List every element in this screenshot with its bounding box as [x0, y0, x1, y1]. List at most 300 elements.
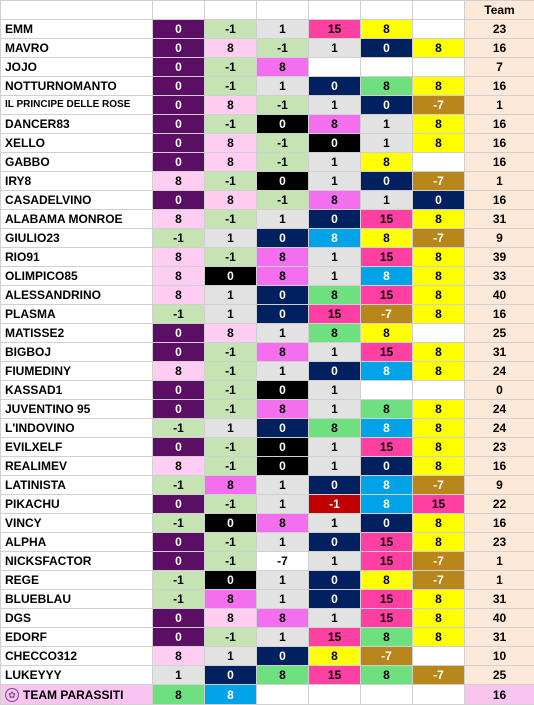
score-cell[interactable]: -7 [413, 476, 465, 495]
score-cell[interactable]: -7 [413, 172, 465, 191]
score-cell[interactable]: 1 [361, 191, 413, 210]
score-cell[interactable]: 1 [361, 134, 413, 153]
score-cell[interactable]: 0 [257, 381, 309, 400]
score-cell[interactable]: 1 [309, 172, 361, 191]
score-cell[interactable]: 8 [257, 343, 309, 362]
score-cell[interactable]: -1 [205, 362, 257, 381]
player-name-cell[interactable]: MAVRO [1, 39, 153, 58]
team-score-cell[interactable]: 1 [465, 552, 534, 571]
table-row [1, 172, 534, 191]
score-cell[interactable]: -1 [153, 514, 205, 533]
score-cell[interactable]: 8 [361, 267, 413, 286]
score-cell[interactable]: 1 [309, 267, 361, 286]
score-cell[interactable]: 8 [153, 457, 205, 476]
team-score-cell[interactable]: 31 [465, 628, 534, 647]
score-cell[interactable]: 8 [205, 590, 257, 609]
header-cell[interactable] [1, 1, 153, 20]
team-score-cell[interactable]: 23 [465, 438, 534, 457]
team-score-cell[interactable]: 39 [465, 248, 534, 267]
score-cell[interactable]: 8 [361, 362, 413, 381]
player-name-cell[interactable]: NOTTURNOMANTO [1, 77, 153, 96]
team-score-cell[interactable]: 23 [465, 533, 534, 552]
team-score-cell[interactable]: 16 [465, 191, 534, 210]
score-cell[interactable] [413, 647, 465, 666]
score-cell[interactable]: 0 [153, 609, 205, 628]
score-cell[interactable]: 8 [309, 324, 361, 343]
team-score-cell[interactable]: 9 [465, 476, 534, 495]
player-name-cell[interactable]: BLUEBLAU [1, 590, 153, 609]
score-cell[interactable]: 8 [413, 115, 465, 134]
score-cell[interactable]: 8 [361, 324, 413, 343]
score-cell[interactable]: 1 [309, 381, 361, 400]
score-cell[interactable]: 8 [413, 343, 465, 362]
score-cell[interactable]: -1 [205, 210, 257, 229]
score-cell[interactable]: 0 [205, 514, 257, 533]
score-cell[interactable]: 8 [413, 419, 465, 438]
score-cell[interactable]: 0 [153, 77, 205, 96]
score-cell[interactable]: 0 [257, 438, 309, 457]
score-cell[interactable]: -7 [413, 552, 465, 571]
score-cell[interactable]: -1 [205, 172, 257, 191]
score-cell[interactable] [361, 58, 413, 77]
player-name-cell[interactable]: PLASMA [1, 305, 153, 324]
score-cell[interactable]: 15 [309, 20, 361, 39]
score-cell[interactable]: 0 [153, 115, 205, 134]
player-name-cell[interactable]: EDORF [1, 628, 153, 647]
score-cell[interactable]: 1 [257, 20, 309, 39]
team-score-cell[interactable]: 31 [465, 590, 534, 609]
score-cell[interactable]: 8 [257, 609, 309, 628]
score-cell[interactable]: 15 [361, 210, 413, 229]
score-cell[interactable] [413, 153, 465, 172]
score-cell[interactable]: 0 [153, 153, 205, 172]
score-cell[interactable]: 0 [257, 419, 309, 438]
score-cell[interactable] [413, 20, 465, 39]
score-cell[interactable]: 8 [413, 533, 465, 552]
player-name-cell[interactable]: KASSAD1 [1, 381, 153, 400]
team-score-cell[interactable]: 24 [465, 419, 534, 438]
team-score-cell[interactable]: 1 [465, 96, 534, 115]
player-name-cell[interactable]: XELLO [1, 134, 153, 153]
score-cell[interactable]: -7 [413, 571, 465, 590]
score-cell[interactable]: 1 [257, 77, 309, 96]
score-cell[interactable]: 0 [361, 172, 413, 191]
score-cell[interactable]: 8 [309, 229, 361, 248]
team-score-cell[interactable]: 24 [465, 400, 534, 419]
score-cell[interactable]: -1 [205, 400, 257, 419]
player-name-cell[interactable]: MATISSE2 [1, 324, 153, 343]
team-score-cell[interactable]: 16 [465, 39, 534, 58]
score-cell[interactable]: 15 [361, 438, 413, 457]
score-cell[interactable]: -1 [205, 20, 257, 39]
score-cell[interactable]: 1 [309, 343, 361, 362]
score-cell[interactable]: 0 [153, 134, 205, 153]
score-cell[interactable]: 0 [153, 191, 205, 210]
score-cell[interactable]: 1 [205, 419, 257, 438]
score-cell[interactable]: 8 [205, 191, 257, 210]
score-cell[interactable] [309, 685, 361, 705]
score-cell[interactable]: -1 [153, 590, 205, 609]
score-cell[interactable] [361, 685, 413, 705]
score-cell[interactable]: 0 [153, 39, 205, 58]
score-cell[interactable]: 1 [309, 438, 361, 457]
score-cell[interactable]: -7 [257, 552, 309, 571]
score-cell[interactable]: 1 [309, 39, 361, 58]
team-score-cell[interactable]: 1 [465, 172, 534, 191]
score-cell[interactable]: -1 [205, 115, 257, 134]
score-cell[interactable]: -1 [205, 628, 257, 647]
score-cell[interactable]: 0 [153, 400, 205, 419]
table-row [1, 533, 534, 552]
score-cell[interactable]: 15 [413, 495, 465, 514]
team-score-cell[interactable]: 16 [465, 514, 534, 533]
score-cell[interactable]: 1 [257, 210, 309, 229]
score-cell[interactable]: 8 [153, 286, 205, 305]
team-name-cell[interactable] [1, 685, 153, 705]
score-cell[interactable]: 8 [309, 115, 361, 134]
player-name-cell[interactable]: REGE [1, 571, 153, 590]
player-name-cell[interactable]: ALESSANDRINO [1, 286, 153, 305]
score-cell[interactable]: 1 [309, 552, 361, 571]
score-cell[interactable]: 0 [309, 362, 361, 381]
score-cell[interactable]: 0 [153, 96, 205, 115]
score-cell[interactable]: 1 [257, 495, 309, 514]
score-cell[interactable]: 1 [257, 571, 309, 590]
score-cell[interactable]: -1 [257, 134, 309, 153]
score-cell[interactable]: 0 [257, 286, 309, 305]
player-name-cell[interactable]: ALABAMA MONROE [1, 210, 153, 229]
score-cell[interactable]: 1 [153, 666, 205, 685]
player-name-cell[interactable]: L'INDOVINO [1, 419, 153, 438]
score-cell[interactable]: 8 [309, 286, 361, 305]
score-cell[interactable]: 8 [153, 267, 205, 286]
score-cell[interactable]: 1 [309, 609, 361, 628]
score-cell[interactable]: 15 [361, 343, 413, 362]
team-score-cell[interactable]: 23 [465, 20, 534, 39]
score-cell[interactable] [257, 685, 309, 705]
score-cell[interactable]: 8 [257, 248, 309, 267]
team-score-cell[interactable]: 10 [465, 647, 534, 666]
score-cell[interactable]: 0 [257, 115, 309, 134]
score-cell[interactable]: 8 [309, 647, 361, 666]
score-cell[interactable]: 0 [361, 39, 413, 58]
score-cell[interactable]: 8 [361, 495, 413, 514]
score-cell[interactable]: 0 [153, 324, 205, 343]
score-cell[interactable]: 8 [153, 172, 205, 191]
score-cell[interactable] [413, 685, 465, 705]
score-cell[interactable] [413, 381, 465, 400]
header-cell[interactable] [153, 1, 205, 20]
header-cell[interactable] [413, 1, 465, 20]
score-cell[interactable]: 1 [309, 400, 361, 419]
score-cell[interactable]: 8 [153, 647, 205, 666]
score-cell[interactable]: 1 [257, 590, 309, 609]
team-score-cell[interactable]: 25 [465, 666, 534, 685]
score-cell[interactable]: 8 [361, 628, 413, 647]
player-name-cell[interactable]: EVILXELF [1, 438, 153, 457]
team-score-cell[interactable]: 24 [465, 362, 534, 381]
score-cell[interactable]: -1 [205, 58, 257, 77]
header-cell[interactable] [309, 1, 361, 20]
player-name-cell[interactable]: JOJO [1, 58, 153, 77]
player-name-cell[interactable]: IRY8 [1, 172, 153, 191]
score-cell[interactable]: 8 [413, 609, 465, 628]
score-cell[interactable]: -7 [413, 229, 465, 248]
score-cell[interactable]: -1 [205, 457, 257, 476]
score-cell[interactable]: 8 [361, 571, 413, 590]
score-cell[interactable]: 8 [413, 248, 465, 267]
score-cell[interactable]: 8 [413, 590, 465, 609]
score-cell[interactable]: -1 [205, 495, 257, 514]
score-cell[interactable]: 8 [361, 20, 413, 39]
team-score-cell[interactable]: 9 [465, 229, 534, 248]
score-cell[interactable]: -1 [205, 381, 257, 400]
player-name-cell[interactable]: IL PRINCIPE DELLE ROSE [1, 96, 153, 115]
score-cell[interactable]: 15 [361, 590, 413, 609]
score-cell[interactable] [413, 58, 465, 77]
score-cell[interactable]: 0 [153, 533, 205, 552]
team-score-cell[interactable]: 0 [465, 381, 534, 400]
score-cell[interactable]: 1 [309, 248, 361, 267]
team-score-cell[interactable]: 40 [465, 286, 534, 305]
player-name-cell[interactable]: GABBO [1, 153, 153, 172]
score-cell[interactable]: 8 [205, 96, 257, 115]
score-cell[interactable]: 0 [309, 210, 361, 229]
score-cell[interactable] [309, 58, 361, 77]
player-name-cell[interactable]: GIULIO23 [1, 229, 153, 248]
score-cell[interactable]: 8 [413, 457, 465, 476]
score-cell[interactable]: -1 [153, 305, 205, 324]
score-cell[interactable]: 8 [309, 191, 361, 210]
score-cell[interactable]: 8 [205, 39, 257, 58]
score-cell[interactable]: 0 [361, 457, 413, 476]
score-cell[interactable]: 8 [413, 362, 465, 381]
score-cell[interactable]: 15 [361, 552, 413, 571]
score-cell[interactable]: 0 [361, 514, 413, 533]
score-cell[interactable]: 8 [413, 210, 465, 229]
player-name-cell[interactable]: CASADELVINO [1, 191, 153, 210]
table-row [1, 324, 534, 343]
score-cell[interactable]: 1 [257, 476, 309, 495]
player-name-cell[interactable]: EMM [1, 20, 153, 39]
score-cell[interactable]: 1 [257, 324, 309, 343]
score-cell[interactable]: 1 [257, 628, 309, 647]
score-cell[interactable]: 0 [309, 533, 361, 552]
score-cell[interactable]: -1 [205, 343, 257, 362]
score-cell[interactable]: 8 [413, 267, 465, 286]
score-cell[interactable]: 0 [153, 495, 205, 514]
score-cell[interactable]: 8 [361, 666, 413, 685]
score-cell[interactable]: -7 [361, 647, 413, 666]
score-cell[interactable]: 0 [309, 476, 361, 495]
team-score-cell[interactable]: 16 [465, 457, 534, 476]
header-cell[interactable] [257, 1, 309, 20]
score-cell[interactable]: 0 [257, 305, 309, 324]
score-cell[interactable]: 8 [361, 77, 413, 96]
score-cell[interactable]: 8 [205, 609, 257, 628]
score-cell[interactable]: 8 [205, 685, 257, 705]
score-cell[interactable]: -1 [205, 552, 257, 571]
score-cell[interactable]: 8 [257, 400, 309, 419]
score-cell[interactable]: -1 [205, 533, 257, 552]
score-cell[interactable]: 0 [361, 96, 413, 115]
team-header[interactable]: Team [465, 1, 534, 20]
score-cell[interactable]: 8 [361, 476, 413, 495]
score-cell[interactable]: 8 [205, 476, 257, 495]
team-score-cell[interactable]: 22 [465, 495, 534, 514]
score-cell[interactable]: -1 [153, 476, 205, 495]
score-cell[interactable]: -7 [413, 666, 465, 685]
score-cell[interactable]: 8 [153, 362, 205, 381]
score-cell[interactable]: 8 [361, 400, 413, 419]
score-cell[interactable]: 8 [257, 267, 309, 286]
player-name-cell[interactable]: ALPHA [1, 533, 153, 552]
score-cell[interactable]: 1 [257, 362, 309, 381]
player-name-cell[interactable]: VINCY [1, 514, 153, 533]
score-cell[interactable]: 0 [257, 457, 309, 476]
score-cell[interactable]: -1 [153, 419, 205, 438]
score-cell[interactable]: 1 [309, 153, 361, 172]
player-name-cell[interactable]: CHECCO312 [1, 647, 153, 666]
team-score-cell[interactable]: 25 [465, 324, 534, 343]
team-score-cell[interactable]: 31 [465, 343, 534, 362]
team-score-cell[interactable]: 16 [465, 153, 534, 172]
player-name-cell[interactable]: LATINISTA [1, 476, 153, 495]
score-cell[interactable]: 8 [257, 58, 309, 77]
score-cell[interactable]: 15 [361, 609, 413, 628]
score-cell[interactable]: 0 [153, 552, 205, 571]
score-cell[interactable]: 8 [413, 39, 465, 58]
score-cell[interactable]: -1 [309, 495, 361, 514]
score-cell[interactable]: 8 [309, 419, 361, 438]
score-cell[interactable]: 0 [309, 134, 361, 153]
score-cell[interactable]: 15 [361, 286, 413, 305]
score-cell[interactable]: 0 [153, 343, 205, 362]
score-cell[interactable]: 8 [257, 514, 309, 533]
score-cell[interactable]: 0 [153, 628, 205, 647]
team-score-cell[interactable]: 7 [465, 58, 534, 77]
player-name-cell[interactable]: PIKACHU [1, 495, 153, 514]
player-name-cell[interactable]: DANCER83 [1, 115, 153, 134]
player-name-cell[interactable]: BIGBOJ [1, 343, 153, 362]
score-cell[interactable]: 0 [309, 571, 361, 590]
score-cell[interactable]: 1 [257, 533, 309, 552]
score-cell[interactable]: 1 [309, 514, 361, 533]
score-cell[interactable]: 1 [309, 457, 361, 476]
player-name-cell[interactable]: JUVENTINO 95 [1, 400, 153, 419]
score-cell[interactable]: 8 [361, 153, 413, 172]
score-cell[interactable]: 8 [205, 153, 257, 172]
player-name-cell[interactable]: RIO91 [1, 248, 153, 267]
score-cell[interactable]: 8 [205, 134, 257, 153]
table-row [1, 229, 534, 248]
score-cell[interactable]: 1 [205, 229, 257, 248]
score-cell[interactable]: 15 [361, 248, 413, 267]
score-cell[interactable]: 15 [309, 305, 361, 324]
score-cell[interactable]: 8 [413, 77, 465, 96]
team-score-cell[interactable]: 31 [465, 210, 534, 229]
player-name-cell[interactable]: NICKSFACTOR [1, 552, 153, 571]
score-cell[interactable]: 8 [413, 400, 465, 419]
player-name-cell[interactable]: DGS [1, 609, 153, 628]
score-cell[interactable]: 15 [309, 628, 361, 647]
team-score-cell[interactable]: 33 [465, 267, 534, 286]
score-cell[interactable]: -1 [205, 77, 257, 96]
team-score-cell[interactable]: 16 [465, 685, 534, 705]
score-cell[interactable]: 1 [361, 115, 413, 134]
score-cell[interactable]: 15 [309, 666, 361, 685]
player-name-cell[interactable]: REALIMEV [1, 457, 153, 476]
score-cell[interactable]: 0 [257, 172, 309, 191]
score-cell[interactable]: 8 [153, 248, 205, 267]
score-cell[interactable]: 0 [205, 571, 257, 590]
score-cell[interactable]: 8 [153, 685, 205, 705]
score-cell[interactable]: -1 [257, 153, 309, 172]
header-cell[interactable] [205, 1, 257, 20]
player-name-cell[interactable]: OLIMPICO85 [1, 267, 153, 286]
score-cell[interactable]: -1 [153, 229, 205, 248]
score-cell[interactable]: 0 [153, 381, 205, 400]
score-cell[interactable]: -1 [205, 248, 257, 267]
team-score-cell[interactable]: 40 [465, 609, 534, 628]
score-cell[interactable]: 0 [153, 438, 205, 457]
team-score-cell[interactable]: 16 [465, 77, 534, 96]
score-cell[interactable]: 1 [309, 96, 361, 115]
score-cell[interactable]: 8 [413, 628, 465, 647]
score-cell[interactable]: -1 [153, 571, 205, 590]
score-cell[interactable]: 0 [413, 191, 465, 210]
score-cell[interactable]: 0 [309, 590, 361, 609]
player-name-cell[interactable]: LUKEYYY [1, 666, 153, 685]
score-cell[interactable]: 1 [205, 647, 257, 666]
score-cell[interactable]: 8 [153, 210, 205, 229]
score-cell[interactable]: 0 [205, 267, 257, 286]
team-score-cell[interactable]: 16 [465, 115, 534, 134]
score-cell[interactable]: 1 [205, 286, 257, 305]
score-cell[interactable]: 0 [309, 77, 361, 96]
team-score-cell[interactable]: 1 [465, 571, 534, 590]
score-cell[interactable]: 8 [361, 229, 413, 248]
score-cell[interactable] [361, 381, 413, 400]
score-cell[interactable]: 15 [361, 533, 413, 552]
score-cell[interactable]: -7 [413, 96, 465, 115]
score-cell[interactable] [413, 324, 465, 343]
score-cell[interactable]: -7 [361, 305, 413, 324]
score-cell[interactable]: 8 [413, 134, 465, 153]
score-cell[interactable]: 8 [413, 438, 465, 457]
score-cell[interactable]: 8 [361, 419, 413, 438]
score-cell[interactable]: -1 [205, 438, 257, 457]
team-score-cell[interactable]: 16 [465, 305, 534, 324]
header-cell[interactable] [361, 1, 413, 20]
score-cell[interactable]: 0 [153, 58, 205, 77]
score-cell[interactable]: 0 [205, 666, 257, 685]
score-cell[interactable]: 1 [205, 305, 257, 324]
score-cell[interactable]: -1 [257, 96, 309, 115]
player-name-cell[interactable]: FIUMEDINY [1, 362, 153, 381]
score-cell[interactable]: -1 [257, 39, 309, 58]
score-cell[interactable]: 0 [257, 229, 309, 248]
score-cell[interactable]: -1 [257, 191, 309, 210]
score-cell[interactable]: 8 [413, 514, 465, 533]
score-cell[interactable]: 8 [413, 286, 465, 305]
score-cell[interactable]: 8 [205, 324, 257, 343]
score-cell[interactable]: 0 [257, 647, 309, 666]
score-cell[interactable]: 8 [257, 666, 309, 685]
score-cell[interactable]: 0 [153, 20, 205, 39]
team-score-cell[interactable]: 16 [465, 134, 534, 153]
score-cell[interactable]: 8 [413, 305, 465, 324]
